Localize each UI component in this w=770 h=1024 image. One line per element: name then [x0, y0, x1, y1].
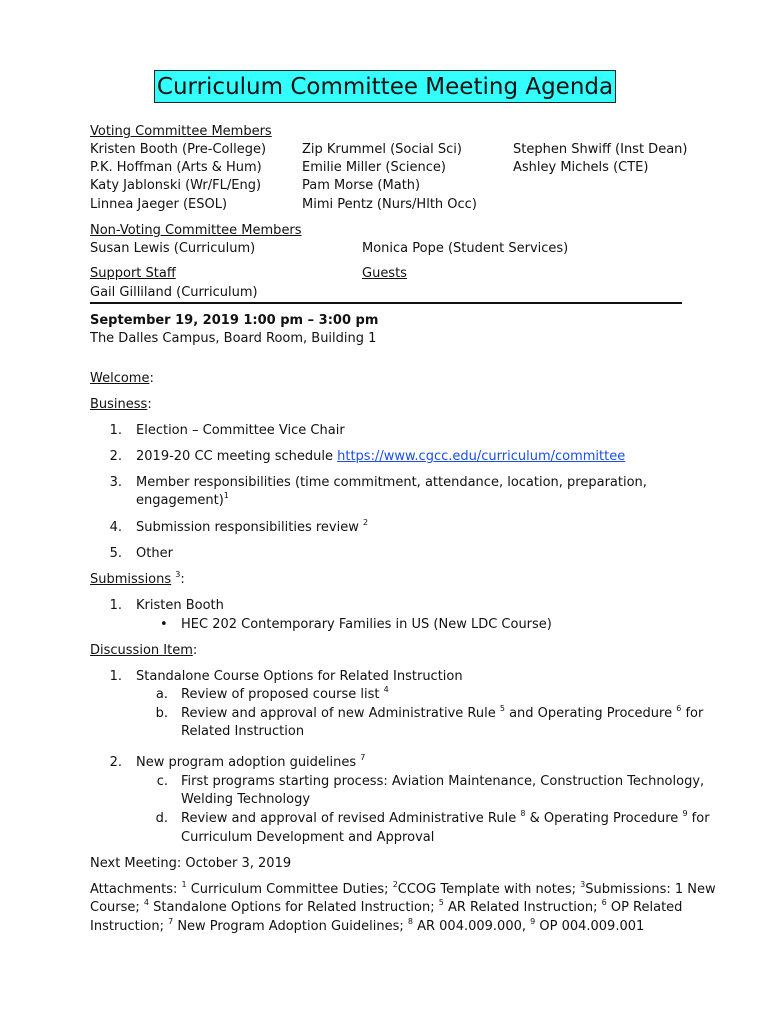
discussion-heading [90, 642, 197, 660]
voting-member: Zip Krummel (Social Sci) [302, 142, 462, 157]
voting-member: Stephen Shwiff (Inst Dean) [513, 142, 688, 157]
welcome-label: Welcome [90, 371, 150, 386]
sub-letter: d. [155, 811, 168, 826]
discussion-subitem-text: Review and approval of revised Administrative Rule [181, 811, 521, 826]
voting-member: Emilie Miller (Science) [302, 160, 446, 175]
title-container [0, 70, 770, 103]
nonvoting-member: Monica Pope (Student Services) [362, 241, 569, 256]
list-number: 1. [109, 598, 122, 613]
bullet-icon: • [160, 617, 168, 632]
attachment-item: Standalone Options for Related Instruction; [149, 900, 439, 915]
discussion-subitem [181, 810, 710, 828]
voting-member: Linnea Jaeger (ESOL) [90, 197, 228, 212]
discussion-subitem-continued: Curriculum Development and Approval [181, 830, 435, 845]
attachment-item: Curriculum Committee Duties; [186, 882, 393, 897]
sub-letter: b. [155, 706, 168, 721]
discussion-subitem-text: for [681, 706, 704, 721]
discussion-subitem: First programs starting process: Aviation Maintenance, Construction Technology, [181, 774, 705, 789]
attachment-item: Instruction; [90, 919, 169, 934]
discussion-label: Discussion Item [90, 643, 193, 658]
voting-member: P.K. Hoffman (Arts & Hum) [90, 160, 262, 175]
nonvoting-heading: Non-Voting Committee Members [90, 223, 302, 238]
footnote-ref: 7 [360, 753, 366, 762]
attachments-label: Attachments: [90, 882, 182, 897]
schedule-link[interactable]: https://www.cgcc.edu/curriculum/committee [337, 449, 626, 464]
guests-heading: Guests [362, 266, 407, 281]
discussion-item [136, 754, 365, 772]
footnote-ref: 4 [383, 685, 389, 694]
list-number: 5. [109, 546, 122, 561]
divider-line [90, 302, 682, 304]
attachment-item: CCOG Template with notes; [397, 882, 581, 897]
business-item: Election – Committee Vice Chair [136, 423, 345, 438]
business-heading [90, 396, 152, 414]
nonvoting-member: Susan Lewis (Curriculum) [90, 241, 256, 256]
discussion-item: Standalone Course Options for Related Instruction [136, 669, 463, 684]
list-number: 4. [109, 520, 122, 535]
submissions-colon: : [180, 572, 185, 587]
business-colon: : [147, 397, 152, 412]
sub-letter: a. [155, 687, 168, 702]
attachment-item: Submissions: 1 New [585, 882, 716, 897]
footnote-ref: 8 [520, 809, 526, 818]
footnote-ref: 6 [601, 898, 607, 907]
attachment-item: OP 004.009.001 [535, 919, 645, 934]
business-item-text: engagement) [136, 493, 224, 508]
footnote-ref: 1 [181, 880, 187, 889]
footnote-ref: 2 [392, 880, 398, 889]
submissions-heading [90, 571, 185, 589]
footnote-ref: 7 [168, 917, 174, 926]
business-item [136, 448, 625, 466]
submissions-label: Submissions [90, 572, 172, 587]
voting-member: Kristen Booth (Pre-College) [90, 142, 267, 157]
discussion-subitem-continued: Welding Technology [181, 792, 311, 807]
attachment-item: AR Related Instruction; [443, 900, 602, 915]
attachment-item: AR 004.009.000, [412, 919, 531, 934]
list-number: 1. [109, 669, 122, 684]
footnote-ref: 2 [363, 518, 369, 527]
discussion-subitem-continued: Related Instruction [181, 724, 305, 739]
business-label: Business [90, 397, 148, 412]
discussion-subitem-text: Review and approval of new Administrative Rule [181, 706, 500, 721]
footnote-ref: 4 [143, 898, 149, 907]
attachments-line [90, 881, 716, 899]
footnote-ref: 8 [407, 917, 413, 926]
footnote-ref: 1 [223, 491, 229, 500]
footnote-ref: 3 [580, 880, 586, 889]
footnote-ref: 3 [175, 570, 181, 579]
discussion-colon: : [192, 643, 198, 658]
discussion-item-text: New program adoption guidelines [136, 755, 361, 770]
discussion-subitem [181, 705, 703, 723]
discussion-subitem [181, 686, 389, 704]
welcome-colon: : [149, 371, 154, 386]
business-item [136, 519, 368, 537]
support-member: Gail Gilliland (Curriculum) [90, 285, 258, 300]
attachments-line [90, 918, 644, 936]
support-heading: Support Staff [90, 266, 176, 281]
footnote-ref: 9 [530, 917, 536, 926]
attachment-item: New Program Adoption Guidelines; [173, 919, 408, 934]
business-item-text: 2019-20 CC meeting schedule [136, 449, 338, 464]
meeting-location: The Dalles Campus, Board Room, Building 1 [90, 331, 377, 346]
list-number: 2. [109, 449, 122, 464]
discussion-subitem-text: & Operating Procedure [525, 811, 683, 826]
business-item: Other [136, 546, 173, 561]
attachment-item: OP Related [606, 900, 683, 915]
meeting-datetime: September 19, 2019 1:00 pm – 3:00 pm [90, 313, 379, 328]
list-number: 1. [109, 423, 122, 438]
attachments-line [90, 899, 682, 917]
business-item-text: Submission responsibilities review [136, 520, 363, 535]
voting-heading: Voting Committee Members [90, 124, 272, 139]
voting-member: Pam Morse (Math) [302, 178, 421, 193]
voting-member: Mimi Pentz (Nurs/Hlth Occ) [302, 197, 477, 212]
list-number: 2. [109, 755, 122, 770]
welcome-heading [90, 370, 154, 388]
discussion-subitem-text: Review of proposed course list [181, 687, 384, 702]
voting-member: Ashley Michels (CTE) [513, 160, 649, 175]
footnote-ref: 5 [499, 704, 505, 713]
discussion-subitem-text: for [687, 811, 710, 826]
business-item: Member responsibilities (time commitment, attendance, location, preparation, [136, 475, 647, 490]
discussion-subitem-text: and Operating Procedure [504, 706, 677, 721]
submission-item: Kristen Booth [136, 598, 224, 613]
voting-member: Katy Jablonski (Wr/FL/Eng) [90, 178, 262, 193]
list-number: 3. [109, 475, 122, 490]
submission-subitem: HEC 202 Contemporary Families in US (New LDC Course) [181, 617, 552, 632]
footnote-ref: 6 [676, 704, 682, 713]
footnote-ref: 9 [682, 809, 688, 818]
attachment-item: Course; [90, 900, 144, 915]
business-item-continued [136, 492, 229, 510]
footnote-ref: 5 [438, 898, 444, 907]
sub-letter: c. [156, 774, 168, 789]
next-meeting: Next Meeting: October 3, 2019 [90, 856, 292, 871]
page-title: Curriculum Committee Meeting Agenda [154, 70, 616, 103]
